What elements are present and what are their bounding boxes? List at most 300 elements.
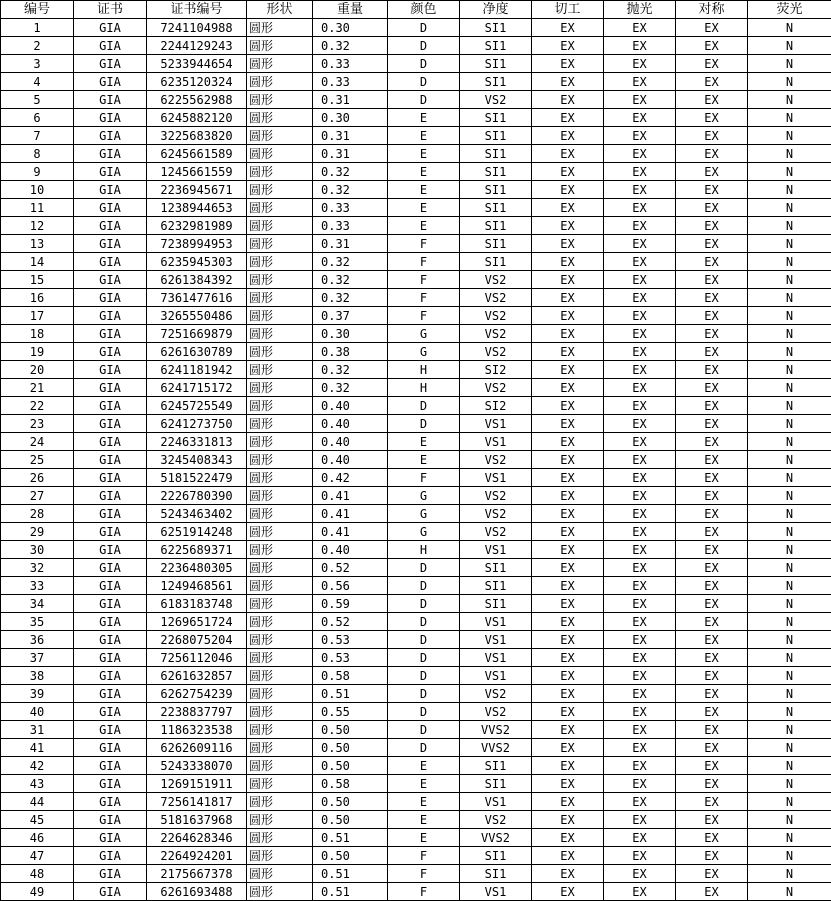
col-certificate-cell: GIA: [74, 811, 147, 829]
col-certificate-cell: GIA: [74, 451, 147, 469]
col-polish-cell: EX: [604, 91, 676, 109]
col-symmetry-cell: EX: [676, 793, 748, 811]
col-certificate-cell: GIA: [74, 289, 147, 307]
col-color-cell: D: [388, 667, 460, 685]
col-certificate-number-cell: 2264924201: [147, 847, 247, 865]
col-certificate-number-cell: 6235945303: [147, 253, 247, 271]
col-color-cell: D: [388, 721, 460, 739]
table-row: [1, 379, 831, 397]
col-clarity-cell: SI1: [460, 145, 532, 163]
col-symmetry-cell: EX: [676, 451, 748, 469]
col-cut-cell: EX: [532, 541, 604, 559]
col-polish-cell: EX: [604, 667, 676, 685]
col-certificate-number-cell: 3265550486: [147, 307, 247, 325]
col-shape-cell: 圆形: [247, 397, 313, 415]
col-certificate-cell: GIA: [74, 667, 147, 685]
col-shape-cell: 圆形: [247, 883, 313, 901]
col-fluorescence-cell: N: [748, 469, 831, 487]
col-certificate-number-cell: 7361477616: [147, 289, 247, 307]
col-certificate-number-cell: 2226780390: [147, 487, 247, 505]
table-row: [1, 199, 831, 217]
col-fluorescence-cell: N: [748, 757, 831, 775]
col-clarity-cell: VS2: [460, 379, 532, 397]
col-fluorescence-cell: N: [748, 613, 831, 631]
col-certificate-cell: GIA: [74, 523, 147, 541]
col-number-cell: 9: [1, 163, 74, 181]
col-symmetry-cell: EX: [676, 271, 748, 289]
col-weight-cell: 0.33: [313, 199, 388, 217]
col-number-cell: 19: [1, 343, 74, 361]
col-cut-cell: EX: [532, 685, 604, 703]
col-clarity-cell: VS1: [460, 649, 532, 667]
col-cut-cell: EX: [532, 883, 604, 901]
col-fluorescence-cell: N: [748, 883, 831, 901]
col-clarity-cell: VS1: [460, 613, 532, 631]
col-number-cell: 17: [1, 307, 74, 325]
col-shape-cell: 圆形: [247, 91, 313, 109]
col-certificate-cell: GIA: [74, 505, 147, 523]
col-symmetry-cell: EX: [676, 109, 748, 127]
col-certificate-number-cell: 3245408343: [147, 451, 247, 469]
col-certificate-number-cell: 7256141817: [147, 793, 247, 811]
col-shape-cell: 圆形: [247, 631, 313, 649]
col-certificate-cell: GIA: [74, 595, 147, 613]
col-fluorescence-cell: N: [748, 667, 831, 685]
col-clarity-cell: SI1: [460, 775, 532, 793]
col-fluorescence-cell: N: [748, 181, 831, 199]
col-certificate-number-cell: 6262754239: [147, 685, 247, 703]
col-weight-cell: 0.31: [313, 235, 388, 253]
col-symmetry-cell: EX: [676, 325, 748, 343]
col-symmetry-cell: EX: [676, 775, 748, 793]
col-number-cell: 21: [1, 379, 74, 397]
col-polish-cell: EX: [604, 379, 676, 397]
table-row: [1, 235, 831, 253]
col-polish-cell: EX: [604, 19, 676, 37]
col-cut-cell: EX: [532, 865, 604, 883]
col-certificate-cell: GIA: [74, 307, 147, 325]
table-row: [1, 307, 831, 325]
col-certificate-number-cell: 6225689371: [147, 541, 247, 559]
col-color-cell: E: [388, 127, 460, 145]
col-weight-cell: 0.32: [313, 289, 388, 307]
col-polish-cell: EX: [604, 703, 676, 721]
col-symmetry-cell: EX: [676, 613, 748, 631]
col-clarity-cell: SI1: [460, 577, 532, 595]
table-row: [1, 703, 831, 721]
col-symmetry-cell: EX: [676, 55, 748, 73]
col-certificate-number-cell: 7238994953: [147, 235, 247, 253]
col-cut-cell: EX: [532, 487, 604, 505]
col-cut-cell: EX: [532, 163, 604, 181]
col-shape-cell: 圆形: [247, 109, 313, 127]
col-cut-cell: EX: [532, 451, 604, 469]
col-cut-cell: EX: [532, 613, 604, 631]
col-clarity-cell: VS1: [460, 793, 532, 811]
col-weight-cell: 0.40: [313, 397, 388, 415]
col-symmetry-cell: EX: [676, 181, 748, 199]
col-certificate-cell: GIA: [74, 127, 147, 145]
col-weight-cell: 0.40: [313, 433, 388, 451]
col-cut-cell: EX: [532, 505, 604, 523]
table-row: [1, 163, 831, 181]
col-number-cell: 18: [1, 325, 74, 343]
col-weight-cell: 0.52: [313, 613, 388, 631]
col-symmetry-cell: EX: [676, 469, 748, 487]
col-polish-cell: EX: [604, 865, 676, 883]
col-color-cell: E: [388, 793, 460, 811]
table-row: [1, 289, 831, 307]
col-certificate-cell: GIA: [74, 757, 147, 775]
col-certificate-cell: GIA: [74, 379, 147, 397]
col-shape-cell: 圆形: [247, 649, 313, 667]
col-clarity-cell: VS1: [460, 883, 532, 901]
col-cut-cell: EX: [532, 55, 604, 73]
col-cut-cell: EX: [532, 73, 604, 91]
table-row: [1, 91, 831, 109]
table-row: [1, 883, 831, 901]
col-shape-cell: 圆形: [247, 577, 313, 595]
col-fluorescence-cell: N: [748, 433, 831, 451]
col-cut-cell: EX: [532, 829, 604, 847]
col-fluorescence-cell: N: [748, 37, 831, 55]
col-color-cell: F: [388, 865, 460, 883]
col-clarity-cell: VS2: [460, 505, 532, 523]
col-number-cell: 13: [1, 235, 74, 253]
table-row: [1, 451, 831, 469]
col-certificate-number-cell: 5233944654: [147, 55, 247, 73]
col-certificate-number-cell: 2236945671: [147, 181, 247, 199]
col-fluorescence-cell: N: [748, 307, 831, 325]
col-shape-cell: 圆形: [247, 469, 313, 487]
col-symmetry-cell: EX: [676, 379, 748, 397]
col-number-cell: 28: [1, 505, 74, 523]
col-certificate-number-cell: 6241273750: [147, 415, 247, 433]
col-weight-cell: 0.51: [313, 883, 388, 901]
col-polish-cell: EX: [604, 73, 676, 91]
table-row: [1, 55, 831, 73]
col-polish-cell: EX: [604, 55, 676, 73]
col-fluorescence-cell: N: [748, 397, 831, 415]
col-certificate-number-cell: 6261630789: [147, 343, 247, 361]
col-polish-cell: EX: [604, 793, 676, 811]
col-fluorescence-cell: N: [748, 685, 831, 703]
col-shape-cell: 圆形: [247, 739, 313, 757]
col-symmetry-cell: EX: [676, 541, 748, 559]
col-number-cell: 10: [1, 181, 74, 199]
col-fluorescence-cell: N: [748, 361, 831, 379]
col-certificate-number-cell: 5243338070: [147, 757, 247, 775]
col-clarity-cell: SI1: [460, 217, 532, 235]
col-fluorescence-cell: N: [748, 289, 831, 307]
col-shape-cell: 圆形: [247, 793, 313, 811]
col-shape-cell: 圆形: [247, 559, 313, 577]
col-certificate-number-cell: 6235120324: [147, 73, 247, 91]
table-row: [1, 757, 831, 775]
col-color-cell: F: [388, 271, 460, 289]
col-weight-cell: 0.51: [313, 685, 388, 703]
col-certificate-cell: GIA: [74, 397, 147, 415]
col-symmetry-cell: EX: [676, 505, 748, 523]
col-certificate-number-cell: 7256112046: [147, 649, 247, 667]
col-polish-cell: EX: [604, 811, 676, 829]
col-certificate-number-cell: 2175667378: [147, 865, 247, 883]
col-number-cell: 33: [1, 577, 74, 595]
col-symmetry-cell: EX: [676, 487, 748, 505]
col-certificate-cell: GIA: [74, 469, 147, 487]
table-row: [1, 829, 831, 847]
col-symmetry-cell: EX: [676, 415, 748, 433]
col-shape-cell: 圆形: [247, 73, 313, 91]
col-symmetry-cell: EX: [676, 433, 748, 451]
col-shape-cell: 圆形: [247, 145, 313, 163]
col-color-cell: F: [388, 883, 460, 901]
col-number-header: 编号: [1, 1, 74, 19]
col-clarity-cell: VS2: [460, 451, 532, 469]
col-weight-cell: 0.40: [313, 541, 388, 559]
col-fluorescence-cell: N: [748, 829, 831, 847]
col-cut-cell: EX: [532, 433, 604, 451]
col-cut-cell: EX: [532, 757, 604, 775]
col-polish-cell: EX: [604, 361, 676, 379]
col-polish-cell: EX: [604, 235, 676, 253]
table-row: [1, 361, 831, 379]
col-weight-cell: 0.56: [313, 577, 388, 595]
col-clarity-cell: VS2: [460, 487, 532, 505]
col-shape-cell: 圆形: [247, 379, 313, 397]
col-cut-cell: EX: [532, 145, 604, 163]
col-certificate-number-cell: 6241715172: [147, 379, 247, 397]
col-symmetry-cell: EX: [676, 883, 748, 901]
col-number-cell: 26: [1, 469, 74, 487]
col-weight-cell: 0.32: [313, 379, 388, 397]
col-cut-cell: EX: [532, 739, 604, 757]
col-symmetry-cell: EX: [676, 127, 748, 145]
col-certificate-cell: GIA: [74, 613, 147, 631]
col-color-cell: E: [388, 829, 460, 847]
col-color-cell: D: [388, 577, 460, 595]
col-shape-cell: 圆形: [247, 541, 313, 559]
col-polish-cell: EX: [604, 433, 676, 451]
col-color-cell: F: [388, 307, 460, 325]
col-polish-cell: EX: [604, 631, 676, 649]
col-color-cell: G: [388, 505, 460, 523]
col-weight-cell: 0.58: [313, 667, 388, 685]
table-row: [1, 253, 831, 271]
col-certificate-cell: GIA: [74, 721, 147, 739]
col-number-cell: 6: [1, 109, 74, 127]
col-certificate-number-cell: 6245725549: [147, 397, 247, 415]
col-fluorescence-cell: N: [748, 865, 831, 883]
col-shape-cell: 圆形: [247, 37, 313, 55]
col-number-cell: 14: [1, 253, 74, 271]
col-polish-cell: EX: [604, 145, 676, 163]
col-cut-cell: EX: [532, 307, 604, 325]
col-fluorescence-cell: N: [748, 595, 831, 613]
col-certificate-number-cell: 5243463402: [147, 505, 247, 523]
col-color-cell: E: [388, 433, 460, 451]
col-shape-cell: 圆形: [247, 343, 313, 361]
col-number-cell: 25: [1, 451, 74, 469]
col-symmetry-cell: EX: [676, 577, 748, 595]
col-symmetry-cell: EX: [676, 307, 748, 325]
table-row: [1, 523, 831, 541]
col-symmetry-cell: EX: [676, 631, 748, 649]
col-certificate-cell: GIA: [74, 739, 147, 757]
col-polish-cell: EX: [604, 253, 676, 271]
col-symmetry-cell: EX: [676, 37, 748, 55]
col-symmetry-cell: EX: [676, 523, 748, 541]
col-cut-cell: EX: [532, 271, 604, 289]
col-certificate-number-cell: 6225562988: [147, 91, 247, 109]
col-polish-cell: EX: [604, 883, 676, 901]
col-certificate-cell: GIA: [74, 199, 147, 217]
col-certificate-number-cell: 7251669879: [147, 325, 247, 343]
col-number-cell: 47: [1, 847, 74, 865]
col-color-cell: H: [388, 541, 460, 559]
col-certificate-cell: GIA: [74, 883, 147, 901]
col-symmetry-cell: EX: [676, 847, 748, 865]
col-certificate-number-cell: 1269151911: [147, 775, 247, 793]
col-certificate-cell: GIA: [74, 847, 147, 865]
col-certificate-number-cell: 1269651724: [147, 613, 247, 631]
col-clarity-cell: VS1: [460, 433, 532, 451]
col-number-cell: 1: [1, 19, 74, 37]
col-polish-cell: EX: [604, 343, 676, 361]
col-cut-cell: EX: [532, 793, 604, 811]
col-certificate-number-cell: 1238944653: [147, 199, 247, 217]
col-certificate-cell: GIA: [74, 793, 147, 811]
table-row: [1, 847, 831, 865]
table-row: [1, 397, 831, 415]
col-polish-cell: EX: [604, 397, 676, 415]
col-clarity-cell: SI1: [460, 73, 532, 91]
col-shape-cell: 圆形: [247, 289, 313, 307]
col-certificate-number-cell: 6245661589: [147, 145, 247, 163]
col-symmetry-cell: EX: [676, 163, 748, 181]
col-fluorescence-cell: N: [748, 127, 831, 145]
col-polish-cell: EX: [604, 199, 676, 217]
col-color-cell: D: [388, 73, 460, 91]
col-color-cell: F: [388, 469, 460, 487]
col-number-cell: 40: [1, 703, 74, 721]
col-weight-cell: 0.32: [313, 361, 388, 379]
col-clarity-cell: VS1: [460, 667, 532, 685]
col-weight-cell: 0.30: [313, 325, 388, 343]
col-certificate-cell: GIA: [74, 325, 147, 343]
col-clarity-cell: SI1: [460, 37, 532, 55]
col-weight-cell: 0.31: [313, 91, 388, 109]
col-polish-header: 抛光: [604, 1, 676, 19]
col-number-cell: 24: [1, 433, 74, 451]
col-clarity-cell: SI2: [460, 397, 532, 415]
table-row: [1, 145, 831, 163]
col-certificate-number-cell: 3225683820: [147, 127, 247, 145]
col-polish-cell: EX: [604, 739, 676, 757]
col-color-cell: D: [388, 685, 460, 703]
col-clarity-cell: VVS2: [460, 721, 532, 739]
col-number-cell: 22: [1, 397, 74, 415]
col-weight-cell: 0.32: [313, 253, 388, 271]
col-polish-cell: EX: [604, 721, 676, 739]
col-color-cell: G: [388, 487, 460, 505]
col-number-cell: 38: [1, 667, 74, 685]
col-polish-cell: EX: [604, 613, 676, 631]
col-cut-cell: EX: [532, 523, 604, 541]
col-shape-cell: 圆形: [247, 235, 313, 253]
col-symmetry-cell: EX: [676, 829, 748, 847]
col-cut-cell: EX: [532, 721, 604, 739]
col-shape-cell: 圆形: [247, 487, 313, 505]
col-certificate-number-cell: 1245661559: [147, 163, 247, 181]
col-certificate-number-header: 证书编号: [147, 1, 247, 19]
col-clarity-cell: SI1: [460, 847, 532, 865]
col-cut-cell: EX: [532, 235, 604, 253]
col-clarity-cell: VS2: [460, 343, 532, 361]
col-color-cell: D: [388, 739, 460, 757]
col-clarity-header: 净度: [460, 1, 532, 19]
col-fluorescence-cell: N: [748, 559, 831, 577]
col-clarity-cell: VVS2: [460, 829, 532, 847]
col-shape-cell: 圆形: [247, 505, 313, 523]
col-symmetry-cell: EX: [676, 739, 748, 757]
col-fluorescence-cell: N: [748, 703, 831, 721]
col-number-cell: 48: [1, 865, 74, 883]
col-color-cell: E: [388, 199, 460, 217]
col-clarity-cell: SI1: [460, 559, 532, 577]
col-shape-cell: 圆形: [247, 613, 313, 631]
col-shape-cell: 圆形: [247, 451, 313, 469]
col-certificate-cell: GIA: [74, 37, 147, 55]
col-cut-header: 切工: [532, 1, 604, 19]
table-row: [1, 559, 831, 577]
col-weight-cell: 0.30: [313, 109, 388, 127]
col-cut-cell: EX: [532, 577, 604, 595]
col-shape-cell: 圆形: [247, 811, 313, 829]
col-certificate-cell: GIA: [74, 685, 147, 703]
col-color-cell: F: [388, 289, 460, 307]
col-polish-cell: EX: [604, 163, 676, 181]
col-weight-cell: 0.59: [313, 595, 388, 613]
col-clarity-cell: SI1: [460, 199, 532, 217]
col-shape-cell: 圆形: [247, 199, 313, 217]
col-clarity-cell: VS1: [460, 631, 532, 649]
col-fluorescence-cell: N: [748, 631, 831, 649]
col-symmetry-cell: EX: [676, 559, 748, 577]
col-number-cell: 49: [1, 883, 74, 901]
col-color-cell: D: [388, 37, 460, 55]
col-shape-cell: 圆形: [247, 181, 313, 199]
col-cut-cell: EX: [532, 361, 604, 379]
col-fluorescence-cell: N: [748, 379, 831, 397]
col-certificate-cell: GIA: [74, 73, 147, 91]
col-polish-cell: EX: [604, 325, 676, 343]
table-row: [1, 631, 831, 649]
col-certificate-cell: GIA: [74, 487, 147, 505]
col-polish-cell: EX: [604, 505, 676, 523]
col-shape-cell: 圆形: [247, 667, 313, 685]
col-polish-cell: EX: [604, 649, 676, 667]
col-fluorescence-header: 荧光: [748, 1, 831, 19]
col-certificate-cell: GIA: [74, 145, 147, 163]
table-row: [1, 595, 831, 613]
col-cut-cell: EX: [532, 181, 604, 199]
col-number-cell: 5: [1, 91, 74, 109]
col-number-cell: 4: [1, 73, 74, 91]
col-polish-cell: EX: [604, 523, 676, 541]
col-clarity-cell: SI1: [460, 55, 532, 73]
col-weight-header: 重量: [313, 1, 388, 19]
